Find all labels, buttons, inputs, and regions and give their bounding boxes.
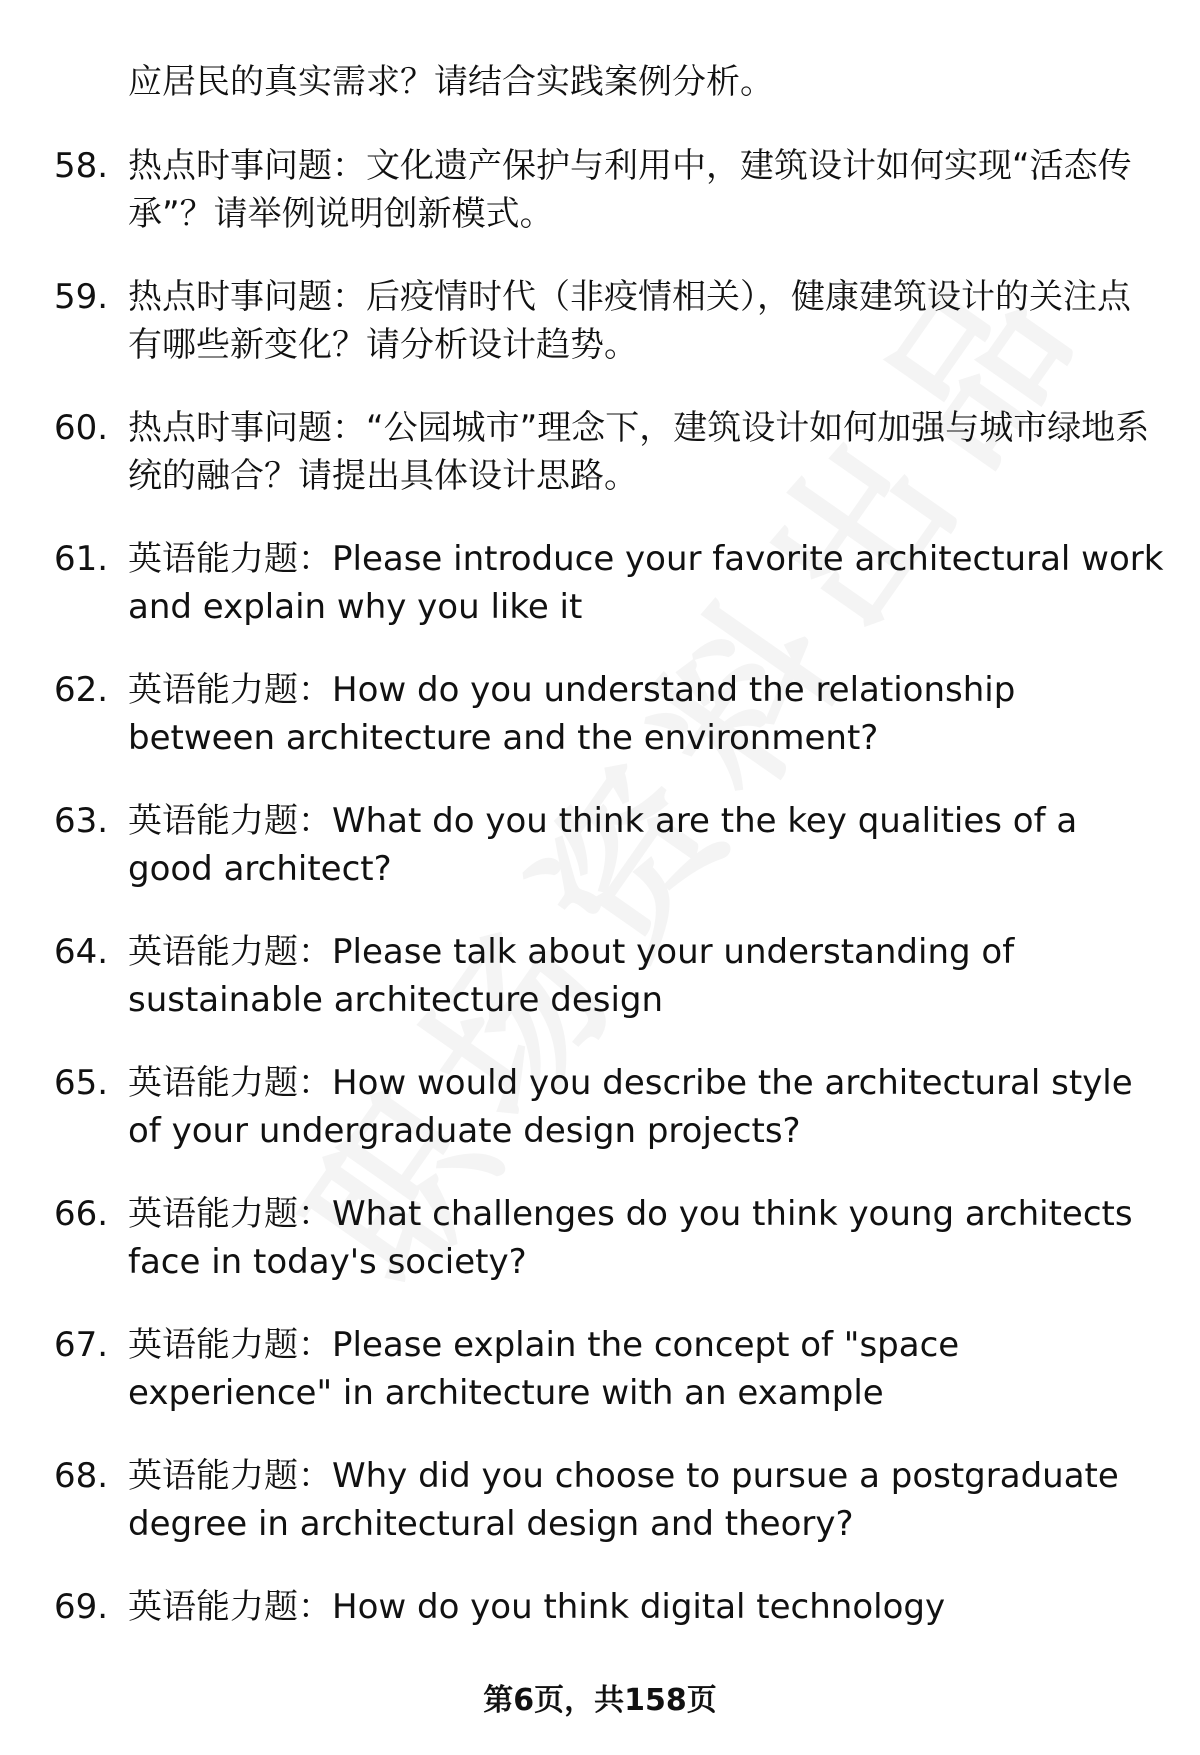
item-number: 58. [54,146,109,186]
list-item [54,666,1164,762]
item-number: 64. [54,932,109,972]
list-item [54,1452,1164,1548]
item-text: 英语能力题：How do you understand the relationship between architecture and the environment? [128,670,1016,758]
item-number: 63. [54,801,109,841]
list-item [54,273,1164,369]
question-list [54,58,1164,1666]
list-item [54,1321,1164,1417]
item-text: 英语能力题：How do you think digital technology [128,1587,946,1627]
list-item [54,535,1164,631]
list-item [54,1190,1164,1286]
list-item [54,928,1164,1024]
item-text: 英语能力题：What challenges do you think young architects face in today's society? [128,1194,1133,1282]
list-item [54,797,1164,893]
list-item [54,58,1164,106]
item-text: 英语能力题：How would you describe the architectural style of your undergraduate design projects? [128,1063,1133,1151]
page-footer: 第6页，共158页 [483,1683,717,1718]
item-number: 69. [54,1587,109,1627]
item-text: 英语能力题：What do you think are the key qualities of a good architect? [128,801,1078,889]
item-number: 61. [54,539,109,579]
item-number: 60. [54,408,109,448]
item-text: 英语能力题：Why did you choose to pursue a postgraduate degree in architectural design and theory? [128,1456,1119,1544]
list-item [54,404,1164,500]
item-number: 65. [54,1063,109,1103]
item-number: 67. [54,1325,109,1365]
item-text: 英语能力题：Please explain the concept of "space experience" in architecture with an example [128,1325,960,1413]
item-number: 59. [54,277,109,317]
item-text: 热点时事问题：后疫情时代（非疫情相关），健康建筑设计的关注点有哪些新变化？请分析设计趋势。 [128,277,1131,365]
item-number: 66. [54,1194,109,1234]
item-text: 热点时事问题：文化遗产保护与利用中，建筑设计如何实现“活态传承”？请举例说明创新模式。 [128,146,1132,234]
list-item [54,142,1164,238]
list-item [54,1059,1164,1155]
item-number: 68. [54,1456,109,1496]
list-item [54,1583,1164,1631]
item-text: 英语能力题：Please introduce your favorite architectural work and explain why you like it [128,539,1164,627]
item-text: 热点时事问题：“公园城市”理念下，建筑设计如何加强与城市绿地系统的融合？请提出具体设计思路。 [128,408,1150,496]
item-number: 62. [54,670,109,710]
item-text: 英语能力题：Please talk about your understanding of sustainable architecture design [128,932,1015,1020]
item-text: 应居民的真实需求？请结合实践案例分析。 [128,62,774,102]
